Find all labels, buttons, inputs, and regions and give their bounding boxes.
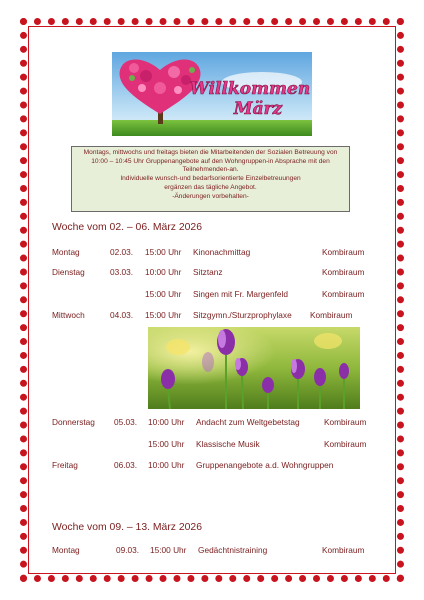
- room-label: Kombiraum: [322, 247, 365, 257]
- room-label: Kombiraum: [322, 289, 365, 299]
- time-label: 15:00 Uhr: [145, 289, 182, 299]
- schedule-row: [52, 439, 382, 451]
- banner-title-line1: Willkommen: [189, 79, 311, 99]
- time-label: 15:00 Uhr: [150, 545, 187, 555]
- activity-label: Singen mit Fr. Margenfeld: [193, 289, 288, 299]
- activity-label: Gedächtnistraining: [198, 545, 268, 555]
- activity-label: Gruppenangebote a.d. Wohngruppen: [196, 460, 334, 470]
- welcome-banner: [112, 52, 312, 136]
- info-notice-box: [71, 146, 350, 212]
- date-label: 02.03.: [110, 247, 134, 257]
- room-label: Kombiraum: [324, 417, 367, 427]
- notice-line: Teilnehmenden-an.: [182, 166, 239, 174]
- time-label: 10:00 Uhr: [145, 267, 182, 277]
- activity-label: Klassische Musik: [196, 439, 260, 449]
- time-label: 15:00 Uhr: [145, 310, 182, 320]
- activity-label: Andacht zum Weltgebetstag: [196, 417, 300, 427]
- week-2-title: Woche vom 09. – 13. März 2026: [52, 522, 202, 533]
- crocus-flowers-photo: [148, 327, 360, 409]
- day-label: Dienstag: [52, 267, 85, 277]
- schedule-row: [52, 267, 382, 279]
- activity-label: Sitzgymn./Sturzprophylaxe: [193, 310, 292, 320]
- day-label: Freitag: [52, 460, 78, 470]
- notice-line: Montags, mittwochs und freitags bieten die Mitarbeitenden der Sozialen Betreuung von: [83, 149, 338, 156]
- day-label: Montag: [52, 545, 80, 555]
- schedule-row: [52, 310, 382, 322]
- schedule-row: [52, 289, 382, 301]
- notice-line: Individuelle wunsch-und bedarfsorientierte Einzelbetreuungen: [120, 175, 301, 183]
- date-label: 05.03.: [114, 417, 138, 427]
- schedule-row: [52, 417, 382, 429]
- time-label: 10:00 Uhr: [148, 417, 185, 427]
- day-label: Donnerstag: [52, 417, 95, 427]
- date-label: 04.03.: [110, 310, 134, 320]
- activity-label: Sitztanz: [193, 267, 223, 277]
- time-label: 15:00 Uhr: [148, 439, 185, 449]
- date-label: 03.03.: [110, 267, 134, 277]
- notice-line: -Änderungen vorbehalten-: [172, 192, 249, 200]
- date-label: 09.03.: [116, 545, 140, 555]
- time-label: 15:00 Uhr: [145, 247, 182, 257]
- room-label: Kombiraum: [322, 545, 365, 555]
- schedule-row: [52, 460, 382, 472]
- room-label: Kombiraum: [322, 267, 365, 277]
- week-1-title: Woche vom 02. – 06. März 2026: [52, 222, 202, 233]
- schedule-row: [52, 545, 382, 557]
- room-label: Kombiraum: [324, 439, 367, 449]
- schedule-row: [52, 247, 382, 259]
- room-label: Kombiraum: [310, 310, 353, 320]
- activity-label: Kinonachmittag: [193, 247, 251, 257]
- day-label: Montag: [52, 247, 80, 257]
- day-label: Mittwoch: [52, 310, 85, 320]
- date-label: 06.03.: [114, 460, 138, 470]
- time-label: 10:00 Uhr: [148, 460, 185, 470]
- notice-line: 10:00 – 10:45 Uhr Gruppenangebote auf den Wohngruppen-in Absprache mit den: [91, 157, 330, 165]
- banner-title-line2: März: [233, 99, 283, 119]
- notice-line: ergänzen das tägliche Angebot.: [164, 183, 257, 191]
- heart-tree-illustration: [112, 52, 312, 136]
